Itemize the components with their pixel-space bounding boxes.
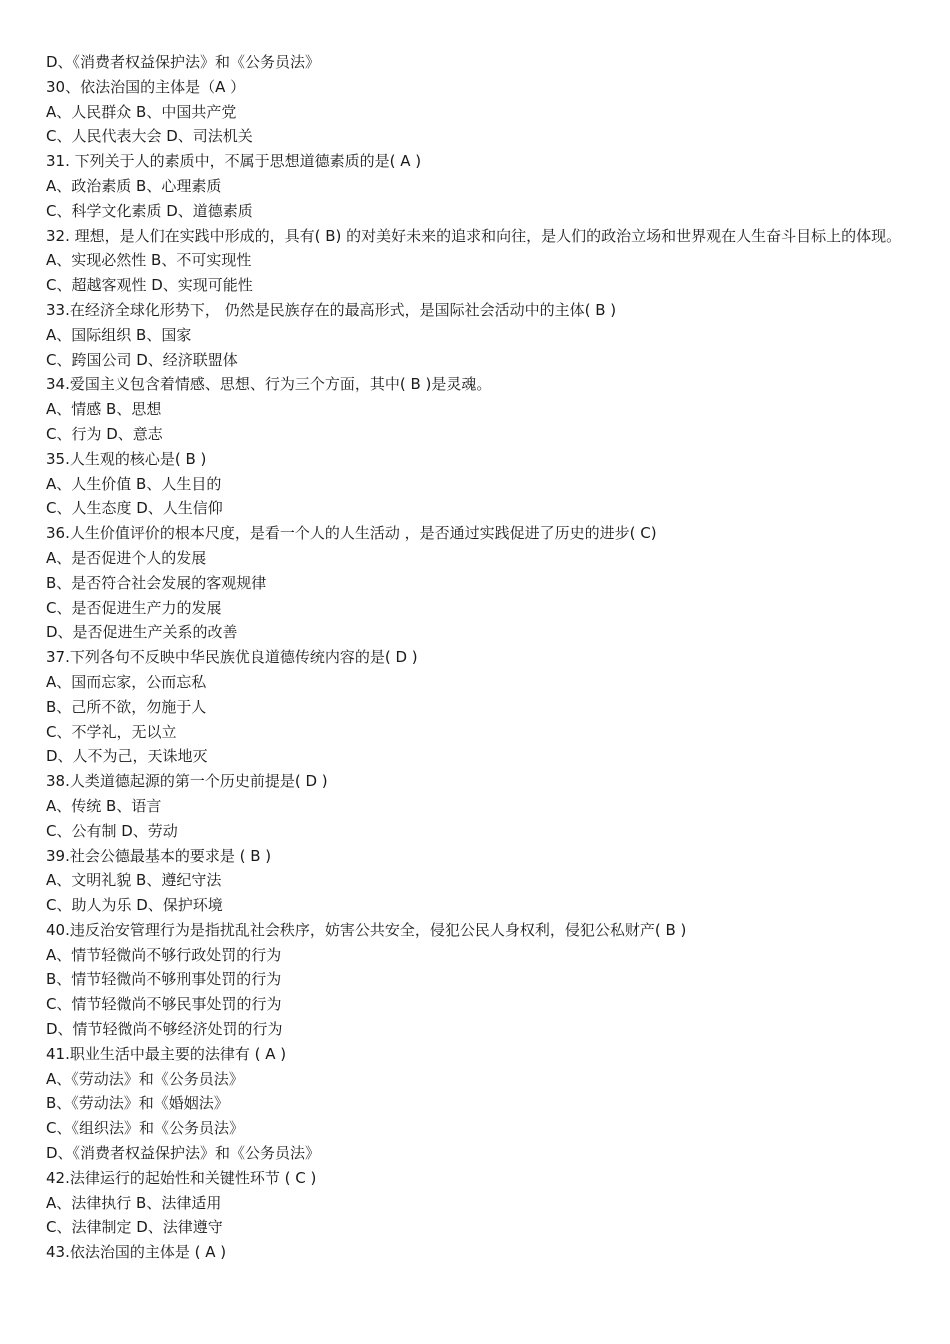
options-line: A、人生价值 B、人生目的 (46, 474, 222, 493)
option-line: B、情节轻微尚不够刑事处罚的行为 (46, 970, 282, 989)
options-line: C、公有制 D、劳动 (46, 821, 178, 840)
options-line: A、文明礼貌 B、遵纪守法 (46, 871, 222, 890)
options-line: C、人生态度 D、人生信仰 (46, 499, 223, 518)
question-33: 33.在经济全球化形势下， 仍然是民族存在的最高形式，是国际社会活动中的主体( B ) (46, 300, 617, 319)
question-35: 35.人生观的核心是( B ) (46, 449, 207, 468)
option-line: A、是否促进个人的发展 (46, 548, 207, 567)
option-line: C、是否促进生产力的发展 (46, 598, 222, 617)
question-37: 37.下列各句不反映中华民族优良道德传统内容的是( D ) (46, 648, 418, 667)
options-line: C、助人为乐 D、保护环境 (46, 896, 223, 915)
question-38: 38.人类道德起源的第一个历史前提是( D ) (46, 772, 328, 791)
question-31: 31. 下列关于人的素质中，不属于思想道德素质的是( A ) (46, 152, 422, 171)
option-line: D、是否促进生产关系的改善 (46, 623, 238, 642)
option-line: A、《劳动法》和《公务员法》 (46, 1069, 244, 1088)
options-line: C、法律制定 D、法律遵守 (46, 1218, 223, 1237)
options-line: A、传统 B、语言 (46, 796, 162, 815)
option-line: A、国而忘家，公而忘私 (46, 672, 207, 691)
options-line: A、人民群众 B、中国共产党 (46, 102, 237, 121)
question-39: 39.社会公德最基本的要求是 ( B ) (46, 846, 272, 865)
question-43: 43.依法治国的主体是 ( A ) (46, 1243, 227, 1262)
option-line: D、《消费者权益保护法》和《公务员法》 (46, 1144, 321, 1163)
option-line: B、己所不欲，勿施于人 (46, 697, 207, 716)
question-30: 30、依法治国的主体是（A ） (46, 77, 246, 96)
options-line: A、政治素质 B、心理素质 (46, 176, 222, 195)
document-page (46, 50, 908, 1265)
option-line: C、情节轻微尚不够民事处罚的行为 (46, 995, 282, 1014)
question-40: 40.违反治安管理行为是指扰乱社会秩序，妨害公共安全，侵犯公民人身权利，侵犯公私财产( B ) (46, 920, 687, 939)
options-line: C、人民代表大会 D、司法机关 (46, 127, 253, 146)
options-line: C、超越客观性 D、实现可能性 (46, 276, 253, 295)
option-line: B、《劳动法》和《婚姻法》 (46, 1094, 229, 1113)
option-line: D、情节轻微尚不够经济处罚的行为 (46, 1020, 283, 1039)
option-line: D、人不为己，天诛地灭 (46, 747, 208, 766)
question-36: 36.人生价值评价的根本尺度，是看一个人的人生活动 ，是否通过实践促进了历史的进步( C) (46, 524, 657, 543)
options-line: A、法律执行 B、法律适用 (46, 1193, 222, 1212)
options-line: C、行为 D、意志 (46, 424, 163, 443)
option-line: B、是否符合社会发展的客观规律 (46, 573, 267, 592)
option-line: C、《组织法》和《公务员法》 (46, 1119, 244, 1138)
question-41: 41.职业生活中最主要的法律有 ( A ) (46, 1044, 287, 1063)
options-line: A、情感 B、思想 (46, 400, 162, 419)
options-line: A、国际组织 B、国家 (46, 325, 192, 344)
option-line: C、不学礼，无以立 (46, 722, 177, 741)
options-line: C、跨国公司 D、经济联盟体 (46, 350, 238, 369)
question-32: 32. 理想，是人们在实践中形成的，具有( B) 的对美好未来的追求和向往，是人们的政治立场和世界观在人生奋斗目标上的体现。 (46, 226, 902, 245)
option-line: A、情节轻微尚不够行政处罚的行为 (46, 945, 282, 964)
options-line: C、科学文化素质 D、道德素质 (46, 201, 253, 220)
options-line: A、实现必然性 B、不可实现性 (46, 251, 252, 270)
text-line: D、《消费者权益保护法》和《公务员法》 (46, 53, 321, 71)
question-34: 34.爱国主义包含着情感、思想、行为三个方面，其中( B )是灵魂。 (46, 375, 492, 394)
question-42: 42.法律运行的起始性和关键性环节 ( C ) (46, 1168, 317, 1187)
